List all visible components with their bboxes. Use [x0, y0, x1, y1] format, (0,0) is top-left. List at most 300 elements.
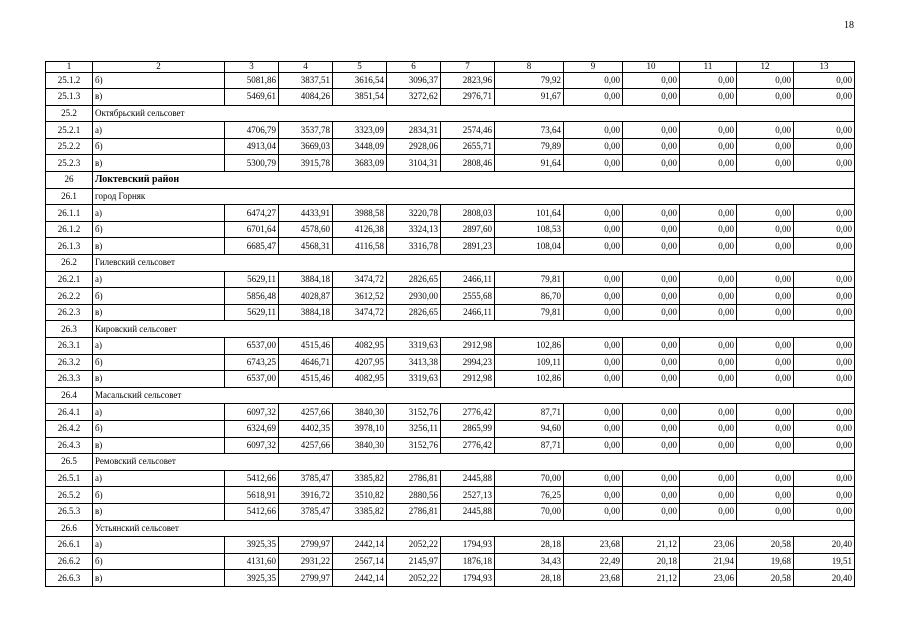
table-row — [46, 89, 855, 106]
section-title: Ремовский сельсовет — [93, 454, 855, 471]
value-cell: 0,00 — [794, 72, 855, 89]
table-row — [46, 221, 855, 238]
table-row — [46, 271, 855, 288]
value-cell: 0,00 — [623, 470, 680, 487]
value-cell: 5469,61 — [225, 89, 279, 106]
table-row — [46, 338, 855, 355]
value-cell: 3916,72 — [279, 487, 333, 504]
value-cell: 0,00 — [623, 371, 680, 388]
value-cell: 3840,30 — [333, 404, 387, 421]
value-cell: 2445,88 — [441, 470, 495, 487]
value-cell: 0,00 — [623, 122, 680, 139]
value-cell: 21,94 — [680, 553, 737, 570]
value-cell: 0,00 — [564, 238, 623, 255]
value-cell: 3785,47 — [279, 470, 333, 487]
value-cell: 3785,47 — [279, 503, 333, 520]
value-cell: 0,00 — [680, 437, 737, 454]
value-cell: 2466,11 — [441, 304, 495, 321]
value-cell: 76,25 — [495, 487, 564, 504]
value-cell: 0,00 — [564, 371, 623, 388]
value-cell: 6474,27 — [225, 205, 279, 222]
value-cell: 2891,23 — [441, 238, 495, 255]
section-row — [46, 105, 855, 122]
column-number: 3 — [225, 62, 279, 73]
value-cell: 3474,72 — [333, 271, 387, 288]
value-cell: 102,86 — [495, 338, 564, 355]
value-cell: 0,00 — [737, 155, 794, 172]
value-cell: 2527,13 — [441, 487, 495, 504]
value-cell: 0,00 — [794, 238, 855, 255]
column-number: 4 — [279, 62, 333, 73]
value-cell: 1876,18 — [441, 553, 495, 570]
row-code: 25.1.2 — [46, 72, 93, 89]
value-cell: 28,18 — [495, 537, 564, 554]
value-cell: 0,00 — [623, 338, 680, 355]
column-number: 5 — [333, 62, 387, 73]
value-cell: 0,00 — [737, 487, 794, 504]
section-row — [46, 454, 855, 471]
value-cell: 3616,54 — [333, 72, 387, 89]
row-code: 25.1.3 — [46, 89, 93, 106]
table-row — [46, 470, 855, 487]
value-cell: 91,64 — [495, 155, 564, 172]
value-cell: 3612,52 — [333, 288, 387, 305]
table-row — [46, 205, 855, 222]
row-variant: б) — [93, 221, 225, 238]
row-code: 26.5.2 — [46, 487, 93, 504]
value-cell: 0,00 — [680, 404, 737, 421]
value-cell: 3319,63 — [387, 338, 441, 355]
value-cell: 2786,81 — [387, 470, 441, 487]
value-cell: 0,00 — [680, 89, 737, 106]
value-cell: 0,00 — [680, 503, 737, 520]
value-cell: 1794,93 — [441, 570, 495, 587]
value-cell: 0,00 — [794, 487, 855, 504]
row-code: 25.2.3 — [46, 155, 93, 172]
value-cell: 3385,82 — [333, 503, 387, 520]
value-cell: 2928,06 — [387, 138, 441, 155]
district-row — [46, 172, 855, 189]
value-cell: 2574,46 — [441, 122, 495, 139]
value-cell: 0,00 — [794, 271, 855, 288]
value-cell: 0,00 — [680, 338, 737, 355]
value-cell: 0,00 — [794, 155, 855, 172]
value-cell: 3152,76 — [387, 404, 441, 421]
value-cell: 3096,37 — [387, 72, 441, 89]
column-number: 9 — [564, 62, 623, 73]
value-cell: 0,00 — [680, 155, 737, 172]
value-cell: 2442,14 — [333, 570, 387, 587]
row-variant: в) — [93, 155, 225, 172]
value-cell: 3104,31 — [387, 155, 441, 172]
value-cell: 2826,65 — [387, 271, 441, 288]
value-cell: 0,00 — [737, 271, 794, 288]
value-cell: 0,00 — [737, 503, 794, 520]
value-cell: 0,00 — [564, 487, 623, 504]
row-code: 26.3.1 — [46, 338, 93, 355]
value-cell: 4116,58 — [333, 238, 387, 255]
value-cell: 0,00 — [794, 221, 855, 238]
value-cell: 0,00 — [680, 470, 737, 487]
row-code: 25.2.2 — [46, 138, 93, 155]
value-cell: 0,00 — [564, 354, 623, 371]
value-cell: 21,12 — [623, 537, 680, 554]
section-row — [46, 520, 855, 537]
value-cell: 4131,60 — [225, 553, 279, 570]
value-cell: 70,00 — [495, 503, 564, 520]
value-cell: 0,00 — [680, 371, 737, 388]
value-cell: 22,49 — [564, 553, 623, 570]
value-cell: 3319,63 — [387, 371, 441, 388]
value-cell: 2776,42 — [441, 437, 495, 454]
value-cell: 0,00 — [564, 271, 623, 288]
value-cell: 2776,42 — [441, 404, 495, 421]
value-cell: 0,00 — [794, 404, 855, 421]
value-cell: 2145,97 — [387, 553, 441, 570]
value-cell: 0,00 — [623, 304, 680, 321]
row-code: 26.5 — [46, 454, 93, 471]
value-cell: 3220,78 — [387, 205, 441, 222]
row-variant: б) — [93, 138, 225, 155]
value-cell: 6324,69 — [225, 420, 279, 437]
table-row — [46, 553, 855, 570]
value-cell: 0,00 — [794, 122, 855, 139]
value-cell: 87,71 — [495, 404, 564, 421]
value-cell: 3152,76 — [387, 437, 441, 454]
row-variant: а) — [93, 205, 225, 222]
value-cell: 0,00 — [564, 503, 623, 520]
value-cell: 5629,11 — [225, 271, 279, 288]
value-cell: 0,00 — [794, 304, 855, 321]
value-cell: 79,81 — [495, 271, 564, 288]
table-row — [46, 155, 855, 172]
row-variant: а) — [93, 537, 225, 554]
value-cell: 0,00 — [623, 138, 680, 155]
value-cell: 2994,23 — [441, 354, 495, 371]
value-cell: 3448,09 — [333, 138, 387, 155]
row-code: 26.3.3 — [46, 371, 93, 388]
value-cell: 2555,68 — [441, 288, 495, 305]
row-code: 26.6.3 — [46, 570, 93, 587]
table-row — [46, 138, 855, 155]
table-row — [46, 371, 855, 388]
value-cell: 0,00 — [623, 404, 680, 421]
value-cell: 2930,00 — [387, 288, 441, 305]
row-code: 26.6.1 — [46, 537, 93, 554]
value-cell: 3915,78 — [279, 155, 333, 172]
value-cell: 2931,22 — [279, 553, 333, 570]
value-cell: 3385,82 — [333, 470, 387, 487]
value-cell: 6685,47 — [225, 238, 279, 255]
value-cell: 3537,78 — [279, 122, 333, 139]
value-cell: 2052,22 — [387, 570, 441, 587]
value-cell: 20,40 — [794, 570, 855, 587]
value-cell: 4257,66 — [279, 437, 333, 454]
value-cell: 6537,00 — [225, 371, 279, 388]
value-cell: 0,00 — [623, 288, 680, 305]
row-code: 26.6.2 — [46, 553, 93, 570]
value-cell: 0,00 — [680, 238, 737, 255]
value-cell: 3323,09 — [333, 122, 387, 139]
value-cell: 4515,46 — [279, 371, 333, 388]
value-cell: 3256,11 — [387, 420, 441, 437]
section-row — [46, 188, 855, 205]
value-cell: 4402,35 — [279, 420, 333, 437]
row-variant: б) — [93, 420, 225, 437]
value-cell: 101,64 — [495, 205, 564, 222]
value-cell: 4207,95 — [333, 354, 387, 371]
value-cell: 108,53 — [495, 221, 564, 238]
value-cell: 0,00 — [623, 437, 680, 454]
value-cell: 5412,66 — [225, 470, 279, 487]
value-cell: 20,18 — [623, 553, 680, 570]
value-cell: 3669,03 — [279, 138, 333, 155]
section-title: город Горняк — [93, 188, 855, 205]
value-cell: 1794,93 — [441, 537, 495, 554]
value-cell: 3884,18 — [279, 271, 333, 288]
row-code: 26.1.3 — [46, 238, 93, 255]
value-cell: 2786,81 — [387, 503, 441, 520]
value-cell: 0,00 — [737, 420, 794, 437]
value-cell: 4082,95 — [333, 371, 387, 388]
section-row — [46, 321, 855, 338]
value-cell: 28,18 — [495, 570, 564, 587]
row-code: 26.1.2 — [46, 221, 93, 238]
value-cell: 6537,00 — [225, 338, 279, 355]
value-cell: 2799,97 — [279, 570, 333, 587]
value-cell: 0,00 — [737, 371, 794, 388]
table-row — [46, 420, 855, 437]
section-row — [46, 255, 855, 272]
table-row — [46, 288, 855, 305]
value-cell: 0,00 — [794, 205, 855, 222]
value-cell: 6743,25 — [225, 354, 279, 371]
value-cell: 21,12 — [623, 570, 680, 587]
value-cell: 0,00 — [794, 89, 855, 106]
column-number: 1 — [46, 62, 93, 73]
value-cell: 2976,71 — [441, 89, 495, 106]
value-cell: 20,40 — [794, 537, 855, 554]
value-cell: 0,00 — [564, 470, 623, 487]
value-cell: 0,00 — [737, 89, 794, 106]
table-row — [46, 304, 855, 321]
row-code: 26.2.2 — [46, 288, 93, 305]
value-cell: 0,00 — [794, 138, 855, 155]
row-variant: в) — [93, 89, 225, 106]
value-cell: 79,81 — [495, 304, 564, 321]
value-cell: 2052,22 — [387, 537, 441, 554]
value-cell: 0,00 — [564, 221, 623, 238]
row-variant: в) — [93, 371, 225, 388]
row-code: 26.3 — [46, 321, 93, 338]
section-title: Гилевский сельсовет — [93, 255, 855, 272]
district-title: Локтевский район — [93, 172, 855, 189]
value-cell: 0,00 — [737, 138, 794, 155]
value-cell: 0,00 — [680, 354, 737, 371]
row-variant: в) — [93, 437, 225, 454]
value-cell: 109,11 — [495, 354, 564, 371]
value-cell: 0,00 — [564, 288, 623, 305]
section-title: Октябрьский сельсовет — [93, 105, 855, 122]
row-variant: а) — [93, 338, 225, 355]
value-cell: 3884,18 — [279, 304, 333, 321]
value-cell: 94,60 — [495, 420, 564, 437]
value-cell: 23,06 — [680, 570, 737, 587]
value-cell: 2445,88 — [441, 503, 495, 520]
column-number-row — [46, 62, 855, 73]
table-row — [46, 537, 855, 554]
value-cell: 0,00 — [680, 487, 737, 504]
row-variant: в) — [93, 503, 225, 520]
value-cell: 73,64 — [495, 122, 564, 139]
column-number: 10 — [623, 62, 680, 73]
value-cell: 87,71 — [495, 437, 564, 454]
value-cell: 4082,95 — [333, 338, 387, 355]
value-cell: 0,00 — [680, 221, 737, 238]
value-cell: 0,00 — [564, 437, 623, 454]
value-cell: 0,00 — [623, 238, 680, 255]
value-cell: 0,00 — [623, 72, 680, 89]
value-cell: 2799,97 — [279, 537, 333, 554]
value-cell: 79,89 — [495, 138, 564, 155]
value-cell: 3324,13 — [387, 221, 441, 238]
row-code: 26.1.1 — [46, 205, 93, 222]
value-cell: 0,00 — [794, 354, 855, 371]
value-cell: 2808,03 — [441, 205, 495, 222]
value-cell: 0,00 — [623, 155, 680, 172]
value-cell: 91,67 — [495, 89, 564, 106]
row-variant: б) — [93, 72, 225, 89]
row-code: 26.4.3 — [46, 437, 93, 454]
value-cell: 0,00 — [680, 72, 737, 89]
value-cell: 3840,30 — [333, 437, 387, 454]
value-cell: 3851,54 — [333, 89, 387, 106]
table-row — [46, 437, 855, 454]
row-code: 25.2 — [46, 105, 93, 122]
value-cell: 70,00 — [495, 470, 564, 487]
value-cell: 3988,58 — [333, 205, 387, 222]
value-cell: 4706,79 — [225, 122, 279, 139]
value-cell: 3316,78 — [387, 238, 441, 255]
value-cell: 0,00 — [623, 221, 680, 238]
section-title: Кировский сельсовет — [93, 321, 855, 338]
value-cell: 0,00 — [564, 304, 623, 321]
value-cell: 3978,10 — [333, 420, 387, 437]
value-cell: 0,00 — [794, 420, 855, 437]
value-cell: 2826,65 — [387, 304, 441, 321]
column-number: 6 — [387, 62, 441, 73]
row-variant: а) — [93, 271, 225, 288]
value-cell: 2823,96 — [441, 72, 495, 89]
value-cell: 3474,72 — [333, 304, 387, 321]
value-cell: 0,00 — [564, 205, 623, 222]
value-cell: 20,58 — [737, 570, 794, 587]
value-cell: 4257,66 — [279, 404, 333, 421]
value-cell: 3683,09 — [333, 155, 387, 172]
row-variant: в) — [93, 304, 225, 321]
row-variant: в) — [93, 570, 225, 587]
value-cell: 0,00 — [680, 271, 737, 288]
value-cell: 0,00 — [737, 338, 794, 355]
value-cell: 3272,62 — [387, 89, 441, 106]
page-number: 18 — [844, 20, 854, 31]
row-code: 26.2 — [46, 255, 93, 272]
value-cell: 0,00 — [737, 404, 794, 421]
value-cell: 0,00 — [737, 221, 794, 238]
column-number: 12 — [737, 62, 794, 73]
section-title: Устьянский сельсовет — [93, 520, 855, 537]
value-cell: 0,00 — [623, 503, 680, 520]
table-row — [46, 570, 855, 587]
row-code: 26.1 — [46, 188, 93, 205]
value-cell: 108,04 — [495, 238, 564, 255]
value-cell: 4913,04 — [225, 138, 279, 155]
section-title: Масальский сельсовет — [93, 387, 855, 404]
value-cell: 6701,64 — [225, 221, 279, 238]
row-variant: в) — [93, 238, 225, 255]
value-cell: 0,00 — [737, 437, 794, 454]
value-cell: 20,58 — [737, 537, 794, 554]
value-cell: 0,00 — [564, 138, 623, 155]
row-code: 26.2.1 — [46, 271, 93, 288]
row-code: 26.3.2 — [46, 354, 93, 371]
value-cell: 4515,46 — [279, 338, 333, 355]
tariff-table — [45, 61, 855, 587]
value-cell: 0,00 — [564, 338, 623, 355]
value-cell: 0,00 — [737, 304, 794, 321]
value-cell: 5081,86 — [225, 72, 279, 89]
table-row — [46, 354, 855, 371]
value-cell: 0,00 — [680, 138, 737, 155]
value-cell: 0,00 — [623, 205, 680, 222]
value-cell: 0,00 — [680, 288, 737, 305]
row-variant: а) — [93, 122, 225, 139]
value-cell: 5412,66 — [225, 503, 279, 520]
value-cell: 2808,46 — [441, 155, 495, 172]
value-cell: 102,86 — [495, 371, 564, 388]
value-cell: 0,00 — [794, 371, 855, 388]
row-code: 26.2.3 — [46, 304, 93, 321]
value-cell: 4084,26 — [279, 89, 333, 106]
value-cell: 2880,56 — [387, 487, 441, 504]
value-cell: 0,00 — [564, 404, 623, 421]
table-row — [46, 122, 855, 139]
column-number: 11 — [680, 62, 737, 73]
value-cell: 2442,14 — [333, 537, 387, 554]
row-code: 26.6 — [46, 520, 93, 537]
value-cell: 3510,82 — [333, 487, 387, 504]
column-number: 2 — [93, 62, 225, 73]
value-cell: 4578,60 — [279, 221, 333, 238]
value-cell: 0,00 — [623, 487, 680, 504]
table-row — [46, 487, 855, 504]
value-cell: 23,68 — [564, 570, 623, 587]
row-variant: б) — [93, 354, 225, 371]
value-cell: 4646,71 — [279, 354, 333, 371]
value-cell: 34,43 — [495, 553, 564, 570]
table-row — [46, 238, 855, 255]
row-code: 25.2.1 — [46, 122, 93, 139]
row-variant: б) — [93, 288, 225, 305]
value-cell: 23,68 — [564, 537, 623, 554]
value-cell: 19,51 — [794, 553, 855, 570]
value-cell: 0,00 — [623, 89, 680, 106]
value-cell: 4568,31 — [279, 238, 333, 255]
row-code: 26.5.3 — [46, 503, 93, 520]
value-cell: 3413,38 — [387, 354, 441, 371]
value-cell: 0,00 — [623, 420, 680, 437]
row-variant: а) — [93, 470, 225, 487]
